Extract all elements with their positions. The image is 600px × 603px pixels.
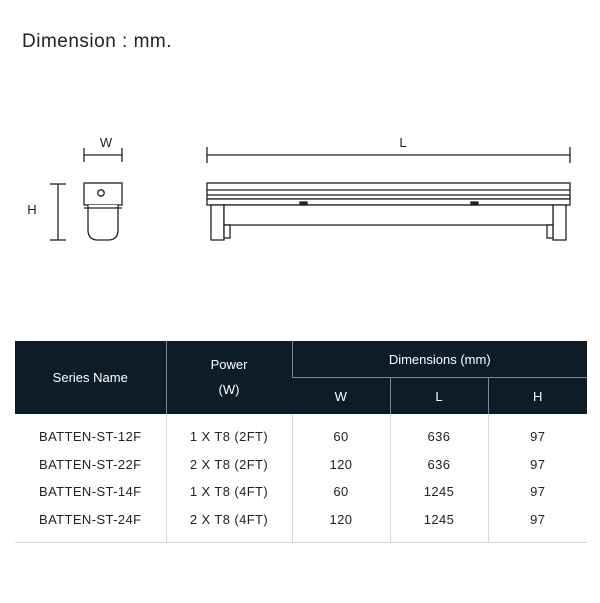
series-cell: BATTEN-ST-22F — [39, 456, 142, 472]
power-cell: 1 X T8 (4FT) — [166, 478, 292, 506]
series-cell: BATTEN-ST-12F — [39, 429, 142, 445]
width-cell: 60 — [292, 414, 390, 451]
width-dimension — [84, 148, 122, 162]
series-cell: BATTEN-ST-14F — [39, 484, 142, 500]
length-header: L — [390, 378, 488, 415]
fixture-end-view — [84, 183, 122, 240]
table-row — [15, 506, 587, 543]
length-cell: 636 — [390, 414, 488, 451]
height-label: H — [27, 202, 37, 217]
height-cell: 97 — [488, 506, 587, 543]
length-cell: 636 — [390, 451, 488, 479]
length-cell: 1245 — [390, 478, 488, 506]
power-cell: 2 X T8 (2FT) — [166, 451, 292, 479]
series-name-header: Series Name — [15, 341, 166, 414]
power-cell: 2 X T8 (4FT) — [166, 506, 292, 543]
fixture-side-view — [207, 183, 570, 240]
table-row — [15, 414, 587, 451]
width-cell: 120 — [292, 506, 390, 543]
width-header: W — [292, 378, 390, 415]
power-header-unit: (W) — [218, 381, 240, 397]
table-row — [15, 478, 587, 506]
length-label: L — [399, 135, 407, 150]
height-header: H — [488, 378, 587, 415]
table-row — [15, 451, 587, 479]
width-label: W — [99, 135, 113, 150]
page-title: Dimension : mm. — [22, 31, 173, 52]
power-header-label: Power — [210, 356, 248, 372]
width-cell: 120 — [292, 451, 390, 479]
power-cell: 1 X T8 (2FT) — [166, 414, 292, 451]
series-cell: BATTEN-ST-24F — [15, 506, 166, 543]
specification-table — [15, 341, 587, 543]
dimensions-header: Dimensions (mm) — [292, 341, 587, 378]
length-dimension — [207, 147, 570, 163]
height-cell: 97 — [488, 451, 587, 479]
height-cell: 97 — [488, 478, 587, 506]
power-header — [166, 341, 292, 414]
height-cell: 97 — [488, 414, 587, 451]
length-cell: 1245 — [390, 506, 488, 543]
width-cell: 60 — [292, 478, 390, 506]
height-dimension — [50, 184, 66, 240]
